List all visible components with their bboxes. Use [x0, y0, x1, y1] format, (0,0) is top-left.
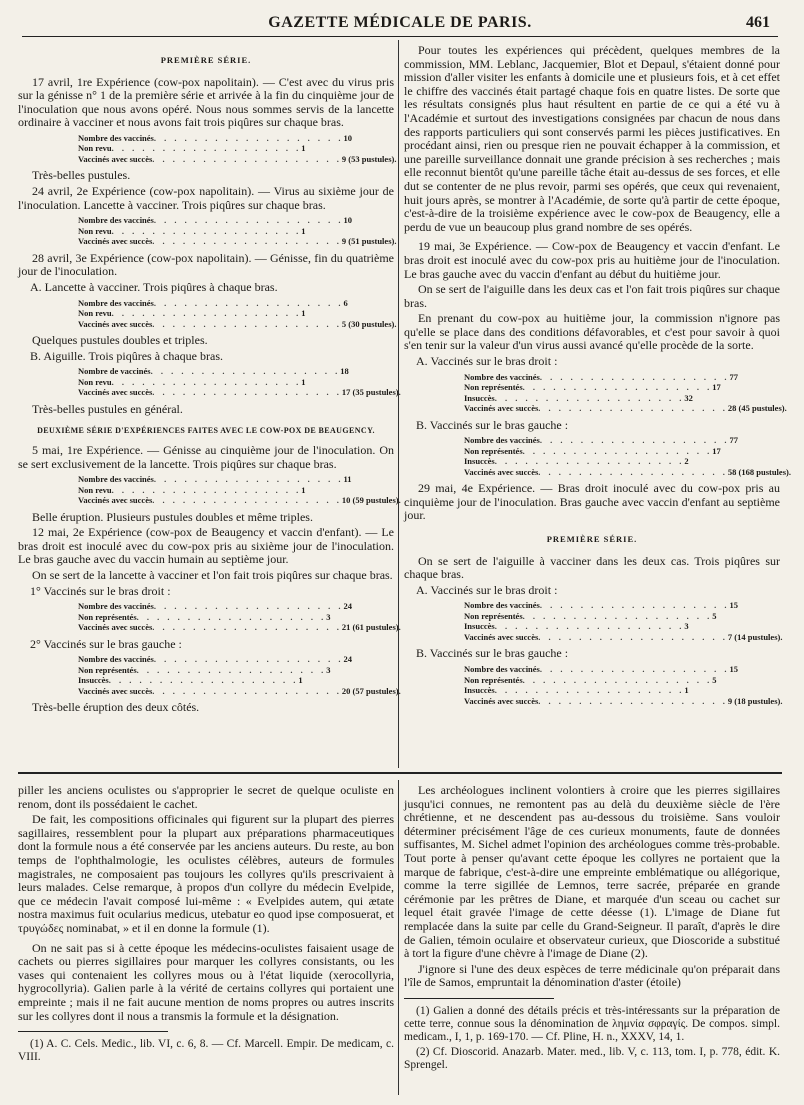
stats-table — [78, 601, 401, 633]
stat-value: 18 — [340, 366, 349, 377]
stat-row — [78, 153, 397, 165]
paragraph: 24 avril, 2e Expérience (cow-pox napolitain). — Virus au sixième jour de l'inoculation. Lancette à vacciner. Trois piqûres sur chaque bras. — [18, 184, 394, 212]
leader-dots: . . . . . . . . . . . . . . . . . . . — [153, 601, 344, 612]
paragraph: 29 mai, 4e Expérience. — Bras droit inoculé avec du cow-pox pris au cinquième jour de l'inoculation. Bras gauche avec vaccin d'enfant au septième jour. — [404, 481, 780, 523]
stats-table — [464, 371, 787, 414]
stats-table — [78, 132, 397, 165]
stat-value: 6 — [343, 297, 348, 308]
stat-label: Nombre des vaccinés — [78, 601, 154, 612]
leader-dots: . . . . . . . . . . . . . . . . . . . — [150, 366, 341, 377]
stat-row — [464, 466, 791, 478]
stat-value: 1 — [301, 376, 306, 387]
leader-dots: . . . . . . . . . . . . . . . . . . . — [539, 664, 730, 674]
stat-value: 24 — [343, 601, 352, 612]
stat-value: 21 (61 pustules). — [341, 622, 401, 633]
leader-dots: . . . . . . . . . . . . . . . . . . . — [111, 143, 302, 154]
leader-dots: . . . . . . . . . . . . . . . . . . . — [539, 371, 730, 382]
stat-value: 3 — [326, 664, 331, 675]
stat-row — [78, 226, 340, 237]
stat-row — [78, 215, 352, 226]
stats-table — [464, 664, 783, 706]
paragraph: Pour toutes les expériences qui précèdent, quelques membres de la commission, MM. Leblanc, Jacquemier, Blot et Depaul, s'étaient donné pour mission d'aller visiter les enfants à domicile une et plusieurs fois, et à cet effet le chiffre des vaccinés était partagé chaque fois en quatre listes. De sorte que les résultats consignés plus haut résultent en partie de ce qui a été vu à l'Académie et surtout des investigations consignées par chacun de nous dans des rapports particuliers qui sont conservés parmi les pièces justificatives. En procédant ainsi, rien ou presque rien ne pouvait échapper à la commission, et une pareille surveillance donnait une grande précision à ses recherches ; mais elle reconnut bientôt qu'une pareille tâche était au-dessus de ses forces, et elle dut se contenter de ne plus revoir, parmi ses opérés, que ceux qui revenaient, huit jours après, se montrer à l'Académie, de sorte qu'à partir de cette époque, c'est-à-dire de la troisième expérience avec le cow-pox de Beaugency, elle a perdu de vue un beaucoup plus grand nombre de ses opérés. — [404, 43, 780, 234]
stat-label: Non représentés — [464, 382, 523, 393]
paragraph: A. Lancette à vacciner. Trois piqûres à chaque bras. — [30, 279, 278, 294]
stat-label: Vaccinés avec succès — [78, 318, 153, 329]
running-title: GAZETTE MÉDICALE DE PARIS. — [268, 14, 532, 31]
stat-value: 15 — [729, 664, 738, 674]
leader-dots: . . . . . . . . . . . . . . . . . . . — [152, 685, 342, 696]
stat-row — [464, 393, 726, 404]
paragraph: B. Vaccinés sur le bras gauche : — [416, 646, 569, 661]
footnote: (2) Cf. Dioscorid. Anazarb. Mater. med., lib. V, c. 113, tom. I, p. 778, édit. K. Sprengel. — [404, 1045, 780, 1071]
stat-label: Vaccinés avec succès — [78, 622, 153, 633]
stat-row — [464, 685, 726, 696]
stat-label: Insuccès — [464, 685, 495, 695]
stat-row — [464, 435, 738, 446]
paragraph: On ne sait pas si à cette époque les médecins-oculistes faisaient usage de cachets ou pierres sigillaires pour marquer les collyres consistants, ou les vases qui contenaient les collyres mous ou à l'état liquide (xerocollyria, hygrocollyria). Galien parle à la vérité de certains collyres qui portaient une empreinte ; mais il ne fait aucune mention de noms propres ou autres inscrits sur les collyres dont il nous a transmis la formule et la désignation. — [18, 940, 394, 1023]
stat-label: Non revu — [78, 225, 112, 236]
stat-value: 10 — [343, 215, 352, 226]
paragraph: piller les anciens oculistes ou s'approprier le secret de quelque oculiste en renom, dont ils possédaient le cachet. — [18, 783, 394, 811]
stat-value: 1 — [301, 225, 306, 236]
leader-dots: . . . . . . . . . . . . . . . . . . . — [539, 600, 730, 611]
stats-table — [78, 474, 401, 506]
leader-dots: . . . . . . . . . . . . . . . . . . . — [111, 308, 302, 319]
stat-row — [78, 474, 352, 485]
stat-row — [78, 132, 352, 144]
stat-row — [78, 622, 401, 633]
stat-label: Nombre des vaccinés — [78, 215, 154, 226]
stat-label: Nombre des vaccinés — [78, 297, 154, 308]
leader-dots: . . . . . . . . . . . . . . . . . . . — [152, 236, 342, 247]
leader-dots: . . . . . . . . . . . . . . . . . . . — [538, 466, 728, 477]
leader-dots: . . . . . . . . . . . . . . . . . . . — [152, 495, 342, 506]
stats-table — [78, 215, 397, 247]
stat-label: Non représentés — [464, 610, 523, 621]
leader-dots: . . . . . . . . . . . . . . . . . . . — [522, 674, 713, 685]
left-column — [18, 44, 401, 717]
leader-dots: . . . . . . . . . . . . . . . . . . . — [153, 132, 344, 143]
stat-label: Vaccinés avec succès — [464, 631, 539, 642]
stat-value: 58 (168 pustules). — [727, 466, 791, 477]
paragraph: 28 avril, 3e Expérience (cow-pox napolitain). — Génisse, fin du quatrième jour de l'inoculation. — [18, 250, 394, 279]
leader-dots: . . . . . . . . . . . . . . . . . . . — [494, 456, 685, 467]
paragraph: Très-belles pustules en général. — [32, 401, 183, 416]
paragraph: J'ignore si l'une des deux espèces de terre médicinale qu'on préparait dans l'île de Samos, empruntait la dénomination d'aster (étoile) — [404, 961, 780, 990]
stat-label: Non représentés — [464, 674, 523, 685]
stat-value: 3 — [326, 611, 331, 622]
stat-row — [464, 600, 738, 611]
leader-dots: . . . . . . . . . . . . . . . . . . . — [108, 675, 299, 686]
stat-label: Non revu — [78, 308, 112, 319]
stat-value: 24 — [343, 654, 352, 665]
stat-label: Nombre des vaccinés — [464, 600, 540, 611]
stats-table — [78, 654, 401, 696]
paragraph: 1° Vaccinés sur le bras droit : — [30, 583, 171, 598]
leader-dots: . . . . . . . . . . . . . . . . . . . — [494, 621, 685, 632]
stat-row — [78, 495, 401, 506]
stat-label: Non représentés — [78, 611, 137, 622]
stat-value: 15 — [729, 600, 738, 611]
leader-dots: . . . . . . . . . . . . . . . . . . . — [136, 664, 327, 675]
stat-row — [464, 456, 726, 467]
stat-row — [78, 318, 397, 330]
stat-value: 11 — [343, 474, 352, 485]
series-heading: PREMIÈRE SÉRIE. — [546, 534, 638, 545]
stat-label: Vaccinés avec succès — [78, 153, 153, 164]
paragraph: Très-belles pustules. — [32, 168, 131, 183]
stat-row — [464, 611, 726, 622]
stat-value: 10 — [343, 132, 352, 143]
paragraph: On se sert de la lancette à vacciner et l'on fait trois piqûres sur chaque bras. — [32, 567, 393, 582]
leader-dots: . . . . . . . . . . . . . . . . . . . — [152, 622, 342, 633]
stat-value: 28 (45 pustules). — [727, 403, 787, 414]
paragraph: Très-belle éruption des deux côtés. — [32, 700, 200, 715]
paragraph: En prenant du cow-pox au huitième jour, la commission n'ignore pas qu'elle se place dans des conditions défavorables, et c'est pour savoir à quoi s'en tenir sur la valeur d'un virus aussi avancé qu'elle procède de la sorte. — [404, 311, 780, 353]
stat-label: Non revu — [78, 376, 112, 387]
leader-dots: . . . . . . . . . . . . . . . . . . . — [538, 631, 728, 642]
stat-row — [464, 664, 738, 675]
stats-table — [78, 297, 397, 330]
stat-label: Nombre des vaccinés — [78, 132, 154, 143]
stat-row — [464, 675, 726, 686]
leader-dots: . . . . . . . . . . . . . . . . . . . — [153, 215, 344, 226]
right-column — [404, 43, 791, 711]
stat-value: 1 — [301, 308, 306, 319]
paragraph: 2° Vaccinés sur le bras gauche : — [30, 636, 182, 651]
stat-label: Non revu — [78, 143, 112, 154]
section-rule — [18, 772, 782, 774]
stat-row — [78, 297, 348, 309]
leader-dots: . . . . . . . . . . . . . . . . . . . — [111, 225, 302, 236]
stats-table — [464, 435, 791, 477]
paragraph: Les archéologues inclinent volontiers à croire que les pierres sigillaires jusqu'ici connues, ne remontent pas au delà du deuxième siècle de l'ère chrétienne, et ne descendent pas au-dessous du troisième. Sans vouloir déterminer précisément l'âge de ces curieux monuments, faute de données suffisantes, M. Sichel admet l'opinion des archéologues comme très-probable. Tout porte à penser qu'avant cette époque les collyres ne portaient que la marque de fabrique, c'est-à-dire une empreinte emblématique ou allégorique, comme la terre sigillée de Lemnos, terre sacrée, préparée en grande cérémonie par les prêtres de Diane, et marquée d'un sceau ou cachet sur lequel était gravée l'image de cette déesse (1). L'image de Diane fut remplacée dans la suite par celle du Grand-Seigneur. Il paraît, d'après le dire de Galien, témoin oculaire et observateur curieux, que Dioscoride a substitué à tort la figure d'une chèvre à l'image de Diane (2). — [404, 783, 780, 961]
leader-dots: . . . . . . . . . . . . . . . . . . . — [522, 445, 713, 456]
stat-label: Insuccès — [464, 392, 495, 403]
stat-label: Non représentés — [78, 664, 137, 675]
stat-value: 5 (30 pustules). — [341, 318, 397, 329]
footnote: (1) Galien a donné des détails précis et très-intéressants sur la préparation de cette terre, connue sous la dénomination de λημνία σφραγίς. De compos. simpl. medicam., I, 1, p. 169-170. — Cf. Pline, H. n., XXXV, 14, 1. — [404, 1004, 780, 1043]
stats-table — [464, 600, 783, 642]
stat-label: Nombre des vaccinés — [78, 654, 154, 665]
stat-label: Vaccinés avec succès — [464, 466, 539, 477]
stat-label: Nombre de vaccinés — [78, 366, 151, 377]
stat-row — [78, 485, 340, 496]
stat-label: Vaccinés avec succès — [78, 495, 153, 506]
stat-row — [78, 236, 397, 247]
footnote-rule — [18, 1031, 168, 1032]
stat-row — [464, 403, 787, 414]
stat-value: 3 — [684, 621, 689, 632]
leader-dots: . . . . . . . . . . . . . . . . . . . — [111, 376, 302, 387]
stat-row — [464, 446, 726, 457]
stat-label: Vaccinés avec succès — [78, 236, 153, 247]
page-number: 461 — [746, 14, 770, 31]
stat-label: Vaccinés avec succès — [464, 695, 539, 706]
stat-row — [464, 382, 726, 393]
leader-dots: . . . . . . . . . . . . . . . . . . . — [539, 435, 730, 446]
stat-value: 7 (14 pustules). — [727, 631, 783, 642]
leader-dots: . . . . . . . . . . . . . . . . . . . — [153, 654, 344, 665]
column-divider — [398, 780, 399, 1095]
stat-label: Non revu — [78, 484, 112, 495]
leader-dots: . . . . . . . . . . . . . . . . . . . — [494, 392, 685, 403]
stat-value: 5 — [712, 610, 717, 621]
leader-dots: . . . . . . . . . . . . . . . . . . . — [111, 484, 302, 495]
stats-table — [78, 366, 401, 398]
series-heading: DEUXIÈME SÉRIE D'EXPÉRIENCES FAITES AVEC LE COW-POX DE BEAUGENCY. — [37, 426, 375, 436]
stat-row — [78, 612, 340, 623]
paragraph: A. Vaccinés sur le bras droit : — [416, 582, 558, 597]
stat-value: 1 — [301, 143, 306, 154]
stat-row — [78, 601, 352, 612]
stat-row — [78, 143, 340, 154]
paragraph: Belle éruption. Plusieurs pustules doubles et même triples. — [32, 509, 313, 524]
stat-row — [78, 308, 340, 319]
stat-label: Nombre des vaccinés — [464, 435, 540, 446]
stat-row — [464, 631, 783, 643]
stat-value: 20 (57 pustules). — [341, 685, 401, 696]
stat-value: 17 — [712, 445, 721, 456]
paragraph: B. Vaccinés sur le bras gauche : — [416, 417, 569, 432]
stat-value: 10 (59 pustules). — [341, 495, 401, 506]
stat-value: 2 — [684, 456, 689, 467]
stat-row — [464, 371, 738, 383]
paragraph: On se sert de l'aiguille dans les deux cas et l'on fait trois piqûres sur chaque bras. — [404, 282, 780, 310]
leader-dots: . . . . . . . . . . . . . . . . . . . — [153, 474, 344, 485]
leader-dots: . . . . . . . . . . . . . . . . . . . — [538, 695, 728, 706]
stat-label: Insuccès — [464, 456, 495, 467]
leader-dots: . . . . . . . . . . . . . . . . . . . — [522, 382, 713, 393]
stat-value: 9 (53 pustules). — [341, 153, 397, 164]
stat-label: Non représentés — [464, 445, 523, 456]
leader-dots: . . . . . . . . . . . . . . . . . . . — [152, 318, 342, 329]
stat-value: 77 — [729, 371, 738, 382]
stat-label: Vaccinés avec succès — [78, 685, 153, 696]
leader-dots: . . . . . . . . . . . . . . . . . . . — [152, 387, 342, 398]
stat-label: Insuccès — [78, 675, 109, 686]
stat-label: Vaccinés avec succès — [78, 387, 153, 398]
stat-value: 32 — [684, 392, 693, 403]
paragraph: 17 avril, 1re Expérience (cow-pox napolitain). — C'est avec du virus pris sur la génisse n° 1 de la première série et arrivée à la fin du cinquième jour de l'inoculation que nous avons opéré. Nous nous sommes servis de la lancette ordinaire à vacciner et nous avons fait trois piqûres sur chaque bras. — [18, 74, 394, 130]
stat-row — [78, 675, 340, 686]
stat-value: 1 — [684, 685, 689, 695]
stat-value: 5 — [712, 674, 717, 685]
lower-left-column — [18, 784, 394, 1066]
paragraph: 5 mai, 1re Expérience. — Génisse au cinquième jour de l'inoculation. On se sert exclusivement de la lancette. Trois piqûres sur chaque bras. — [18, 442, 394, 471]
stat-row — [78, 377, 340, 388]
paragraph: A. Vaccinés sur le bras droit : — [416, 354, 558, 369]
stat-row — [78, 665, 340, 676]
stat-value: 77 — [729, 435, 738, 446]
paragraph: 12 mai, 2e Expérience (cow-pox de Beaugency et vaccin d'enfant). — Le bras droit est inoculé avec du cow-pox pris au sixième jour de l'inoculation. Le bras gauche avec du vaccin humain au septième jour. — [18, 525, 394, 567]
stat-row — [78, 654, 352, 665]
footnote-rule — [404, 998, 554, 999]
stat-value: 1 — [298, 675, 303, 686]
stat-value: 9 (18 pustules). — [727, 695, 783, 706]
stat-label: Nombre des vaccinés — [464, 371, 540, 382]
stat-label: Nombre des vaccinés — [78, 474, 154, 485]
stat-row — [78, 387, 401, 398]
page-header — [22, 12, 778, 37]
paragraph: 19 mai, 3e Expérience. — Cow-pox de Beaugency et vaccin d'enfant. Le bras droit est inoculé avec du cow-pox pris au huitième jour de l'inoculation. Le bras gauche avec du vaccin d'enfant au début du huitième jour. — [404, 239, 780, 281]
stat-row — [464, 695, 783, 707]
lower-right-column — [404, 784, 780, 1074]
paragraph: B. Aiguille. Trois piqûres à chaque bras. — [30, 348, 223, 363]
stat-label: Vaccinés avec succès — [464, 403, 539, 414]
stat-label: Nombre des vaccinés — [464, 664, 540, 674]
stat-value: 9 (51 pustules). — [341, 236, 397, 247]
stat-row — [464, 621, 726, 632]
stat-label: Insuccès — [464, 621, 495, 632]
stat-row — [78, 685, 401, 697]
footnote: (1) A. C. Cels. Medic., lib. VI, c. 6, 8. — Cf. Marcell. Empir. De medicam, c. VIII. — [18, 1038, 394, 1064]
leader-dots: . . . . . . . . . . . . . . . . . . . — [152, 153, 342, 164]
stat-row — [78, 366, 349, 377]
leader-dots: . . . . . . . . . . . . . . . . . . . — [494, 685, 685, 695]
leader-dots: . . . . . . . . . . . . . . . . . . . — [538, 403, 728, 414]
leader-dots: . . . . . . . . . . . . . . . . . . . — [136, 611, 327, 622]
stat-value: 17 (35 pustules). — [341, 387, 401, 398]
series-heading: PREMIÈRE SÉRIE. — [160, 55, 252, 65]
stat-value: 17 — [712, 382, 721, 393]
paragraph: Quelques pustules doubles et triples. — [32, 333, 208, 348]
leader-dots: . . . . . . . . . . . . . . . . . . . — [522, 610, 713, 621]
stat-value: 1 — [301, 484, 306, 495]
leader-dots: . . . . . . . . . . . . . . . . . . . — [153, 297, 344, 308]
paragraph: De fait, les compositions officinales qui figurent sur la plupart des pierres sagillaires, ressemblent pour la plupart aux préparations pharmaceutiques dont la formule nous a été conservée par les anciens auteurs. Du reste, au bon temps de l'ophthalmologie, les oculistes célèbres, auteurs de formules magistrales, ne composaient pas toujours les collyres qu'ils prescrivaient à leurs malades. Celse remarque, à propos d'un collyre du médecin Evelpide, que ce médecin l'avait composé lui-même : « Evelpides autem, qui ætate nostra maximus fuit ocularius medicus, utebatur eo quod ipse composuerat, et τρυγώδες nominabat, » et il en donne la formule (1). — [18, 812, 394, 935]
paragraph: On se sert de l'aiguille à vacciner dans les deux cas. Trois piqûres sur chaque bras. — [404, 553, 780, 582]
